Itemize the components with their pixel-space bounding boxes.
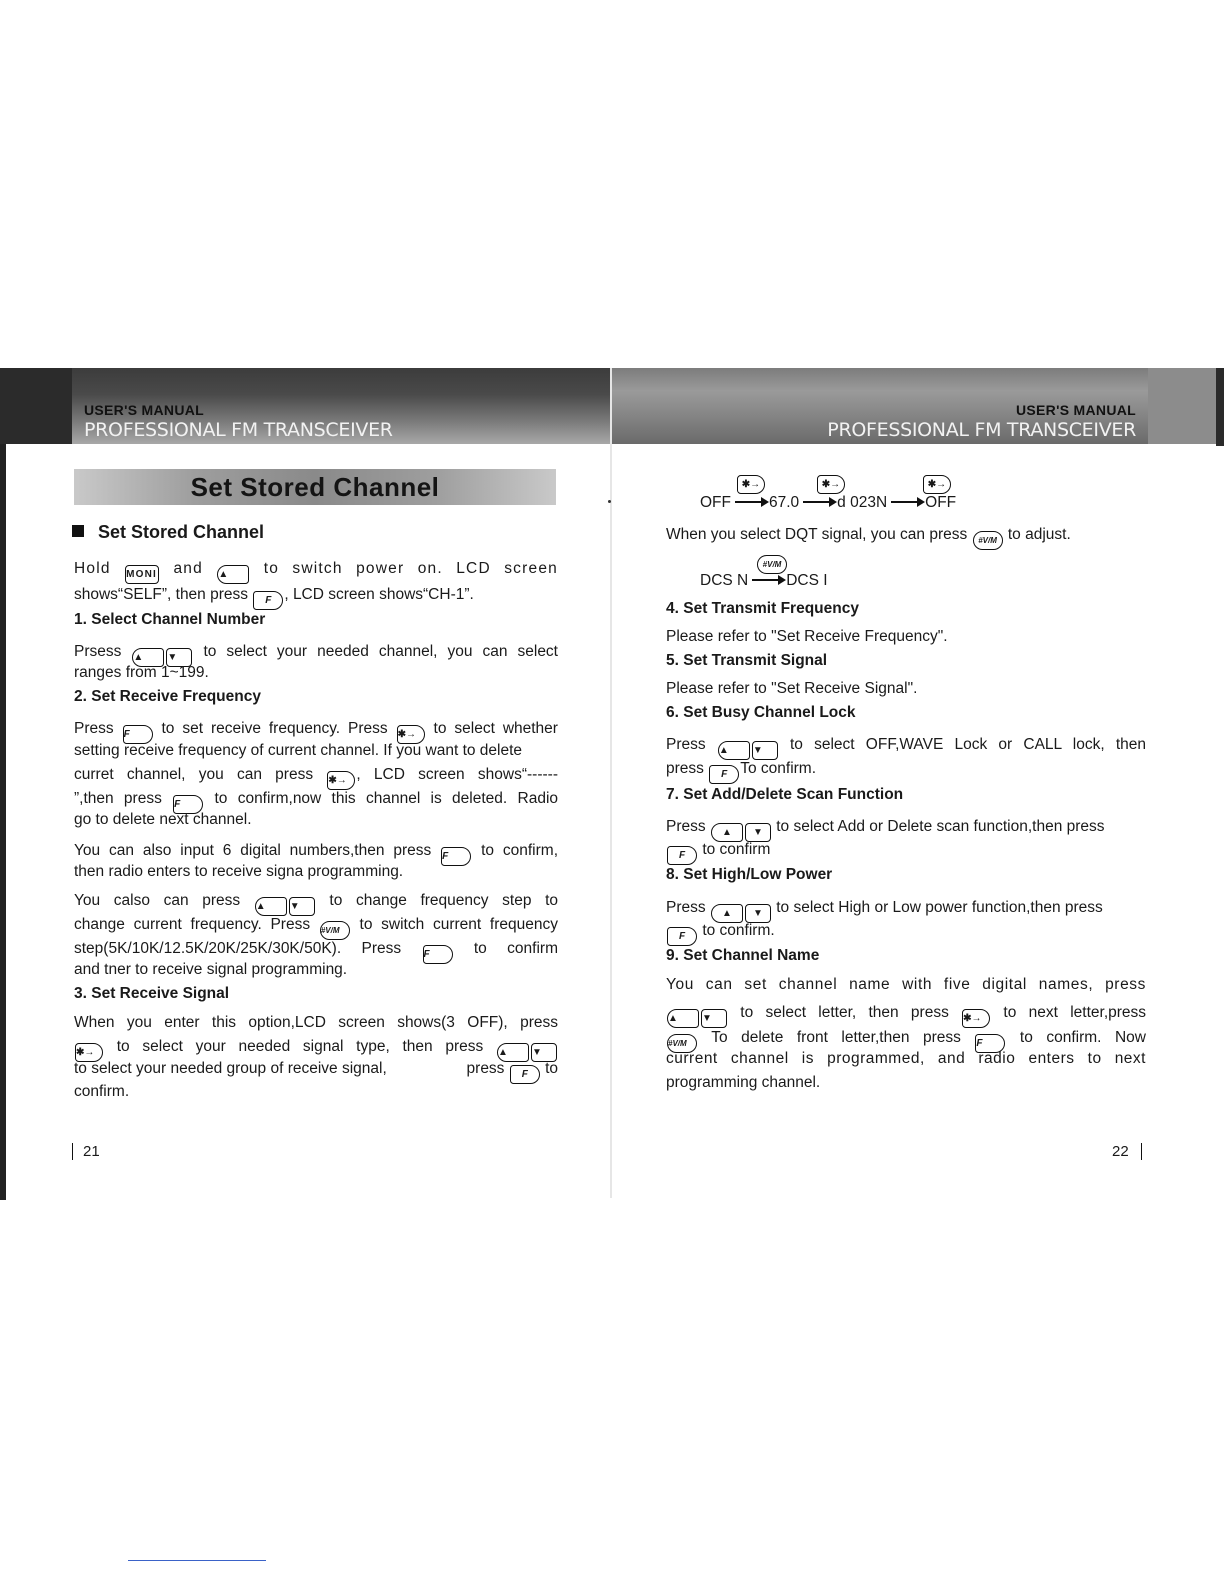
text: to confirm. (702, 922, 775, 939)
seq-item: DCS I (786, 572, 828, 589)
text: to confirm, (481, 842, 559, 859)
arrow-icon (735, 501, 765, 503)
f-key-icon: F (667, 846, 697, 865)
text: to confirm,now this channel is deleted. Radio (214, 790, 559, 807)
s5-text: Please refer to "Set Receive Signal". (666, 680, 918, 697)
s4-title: 4. Set Transmit Frequency (666, 600, 859, 617)
star-key-icon: ✱→ (817, 475, 845, 494)
text: Press (74, 720, 114, 737)
f-key-icon: F (123, 725, 153, 744)
up-key-icon: ▲ (667, 1009, 699, 1028)
text: to select High or Low power function,then press (776, 899, 1103, 916)
star-key-icon: ✱→ (962, 1009, 990, 1028)
arrow-icon (891, 501, 921, 503)
up-key-icon: ▲ (132, 648, 164, 667)
up-key-icon: ▲ (497, 1043, 529, 1062)
intro-line-2 (74, 584, 558, 610)
text: curret channel, you can press (74, 766, 314, 783)
signal-sequence-1 (700, 494, 956, 512)
vm-key-icon: #V/M (667, 1034, 697, 1053)
product-label: PROFESSIONAL FM TRANSCEIVER (827, 419, 1136, 441)
manual-label: USER'S MANUAL (1015, 402, 1136, 418)
text: to select your needed channel, you can select (203, 643, 558, 660)
intro-line-1 (74, 558, 558, 584)
scan-dot (608, 500, 611, 503)
text: To confirm. (740, 760, 817, 777)
text: to select OFF,WAVE Lock or CALL lock, then (790, 736, 1146, 753)
text: to switch current frequency (359, 916, 558, 933)
down-key-icon: ▼ (166, 648, 192, 667)
text: step(5K/10K/12.5K/20K/25K/30K/50K). Press (74, 940, 402, 957)
seq1-key-2 (816, 470, 846, 494)
down-key-icon: ▼ (289, 897, 315, 916)
s2-title: 2. Set Receive Frequency (74, 688, 261, 705)
s7-line-2 (666, 839, 1146, 865)
page-number-right: 22 (1112, 1143, 1142, 1160)
star-key-icon: ✱→ (737, 475, 765, 494)
up-key-icon: ▲ (255, 897, 287, 916)
s2-p2-line-2: then radio enters to receive signa programming. (74, 863, 404, 880)
text: to confirm. Now (1019, 1029, 1146, 1046)
page-edge-shadow (0, 368, 6, 1200)
page-edge-shadow-right (1216, 368, 1224, 446)
s4-text: Please refer to "Set Receive Frequency". (666, 628, 948, 645)
text: to confirm (473, 940, 558, 957)
product-label: PROFESSIONAL FM TRANSCEIVER (84, 419, 393, 441)
moni-key-icon: MONI (125, 565, 159, 584)
up-key-icon: ▲ (217, 565, 249, 584)
s2-line-2: setting receive frequency of current channel. If you want to delete (74, 742, 523, 759)
section-title-text: Set Stored Channel (98, 522, 265, 542)
signal-sequence-2 (700, 572, 828, 590)
s3-line-1: When you enter this option,LCD screen shows(3 OFF), press (74, 1014, 558, 1031)
s1-line-2: ranges from 1~199. (74, 664, 209, 681)
s6-line-1 (666, 734, 1146, 760)
text: shows“SELF”, then press (74, 586, 249, 603)
f-key-icon: F (510, 1065, 540, 1084)
text: Press (666, 899, 706, 916)
s2-p3-line-2 (74, 914, 558, 940)
text: to adjust. (1007, 526, 1071, 543)
left-header (0, 368, 610, 444)
text: and (173, 560, 203, 577)
s1-title: 1. Select Channel Number (74, 611, 266, 628)
text: to select whether (433, 720, 558, 737)
vm-key-icon: #V/M (973, 531, 1003, 550)
f-key-icon: F (441, 847, 471, 866)
arrow-icon (803, 501, 833, 503)
up-key-icon: ▲ (711, 904, 743, 923)
down-key-icon: ▼ (752, 741, 778, 760)
banner-title: Set Stored Channel (190, 472, 440, 502)
star-key-icon: ✱→ (75, 1043, 103, 1062)
seq-item: d 023N (837, 494, 888, 511)
f-key-icon: F (253, 591, 283, 610)
text: to select Add or Delete scan function,then press (776, 818, 1105, 835)
f-key-icon: F (667, 927, 697, 946)
s3-title: 3. Set Receive Signal (74, 985, 230, 1002)
bullet-square (72, 525, 84, 537)
text: to switch power on. LCD screen (263, 560, 558, 577)
s9-title: 9. Set Channel Name (666, 947, 820, 964)
text: to (545, 1060, 558, 1077)
vm-key-icon: #V/M (320, 921, 350, 940)
page-number-left: 21 (72, 1143, 100, 1160)
underline-mark (128, 1560, 266, 1561)
s3-line-4: confirm. (74, 1083, 130, 1100)
f-key-icon: F (975, 1034, 1005, 1053)
seq1-key-1 (736, 470, 766, 494)
f-key-icon: F (173, 795, 203, 814)
text: You can also input 6 digital numbers,then press (74, 842, 432, 859)
section-title (72, 522, 264, 543)
text: to confirm (702, 841, 771, 858)
text: Press (666, 736, 706, 753)
s2-p3-line-4: and tner to receive signal programming. (74, 961, 348, 978)
text: change current frequency. Press (74, 916, 311, 933)
seq2-key (756, 550, 788, 574)
page-gutter (610, 368, 612, 1198)
text: to select letter, then press (740, 1004, 949, 1021)
text: ”,then press (74, 790, 162, 807)
f-key-icon: F (709, 765, 739, 784)
down-key-icon: ▼ (531, 1043, 557, 1062)
f-key-icon: F (423, 945, 453, 964)
right-header (612, 368, 1216, 444)
text: When you select DQT signal, you can press (666, 526, 968, 543)
s2-line-5: go to delete next channel. (74, 811, 252, 828)
seq1-key-3 (922, 470, 952, 494)
s9-line-2 (666, 1002, 1146, 1028)
s8-title: 8. Set High/Low Power (666, 866, 833, 883)
arrow-icon (752, 579, 782, 581)
seq-item: 67.0 (769, 494, 800, 511)
text: Prsess (74, 643, 122, 660)
s6-title: 6. Set Busy Channel Lock (666, 704, 856, 721)
seq-item: DCS N (700, 572, 749, 589)
up-key-icon: ▲ (718, 741, 750, 760)
down-key-icon: ▼ (701, 1009, 727, 1028)
text: to next letter,press (1003, 1004, 1147, 1021)
header-block (0, 368, 72, 444)
s5-title: 5. Set Transmit Signal (666, 652, 828, 669)
text: to select your needed group of receive signal, (74, 1060, 387, 1077)
text: , LCD screen shows“CH-1”. (284, 586, 474, 603)
s8-line-2 (666, 920, 1146, 946)
text: Hold (74, 560, 111, 577)
text: to set receive frequency. Press (161, 720, 388, 737)
text: To delete front letter,then press (711, 1029, 961, 1046)
text: to change frequency step to (329, 892, 558, 909)
s7-title: 7. Set Add/Delete Scan Function (666, 786, 904, 803)
s9-line-4: current channel is programmed, and radio enters to next (666, 1050, 1146, 1067)
text: press (466, 1060, 505, 1077)
down-key-icon: ▼ (745, 904, 771, 923)
dqt-line (666, 524, 1146, 550)
manual-label: USER'S MANUAL (84, 402, 205, 418)
star-key-icon: ✱→ (327, 771, 355, 790)
up-key-icon: ▲ (711, 823, 743, 842)
star-key-icon: ✱→ (923, 475, 951, 494)
s6-line-2 (666, 758, 1146, 784)
seq-item: OFF (925, 494, 957, 511)
header-block (1148, 368, 1216, 444)
text: to select your needed signal type, then press (116, 1038, 484, 1055)
text: You calso can press (74, 892, 241, 909)
s2-p3-line-1 (74, 890, 558, 916)
s9-line-1: You can set channel name with five digital names, press (666, 976, 1146, 993)
text: press (666, 760, 704, 777)
page-banner (74, 469, 556, 505)
s9-line-5: programming channel. (666, 1074, 821, 1091)
s2-line-3 (74, 764, 558, 790)
s3-line-3 (74, 1058, 558, 1080)
seq-item: OFF (700, 494, 731, 511)
star-key-icon: ✱→ (397, 725, 425, 744)
down-key-icon: ▼ (745, 823, 771, 842)
text: Press (666, 818, 706, 835)
vm-key-icon: #V/M (757, 555, 787, 574)
text: , LCD screen shows“------ (356, 766, 558, 783)
